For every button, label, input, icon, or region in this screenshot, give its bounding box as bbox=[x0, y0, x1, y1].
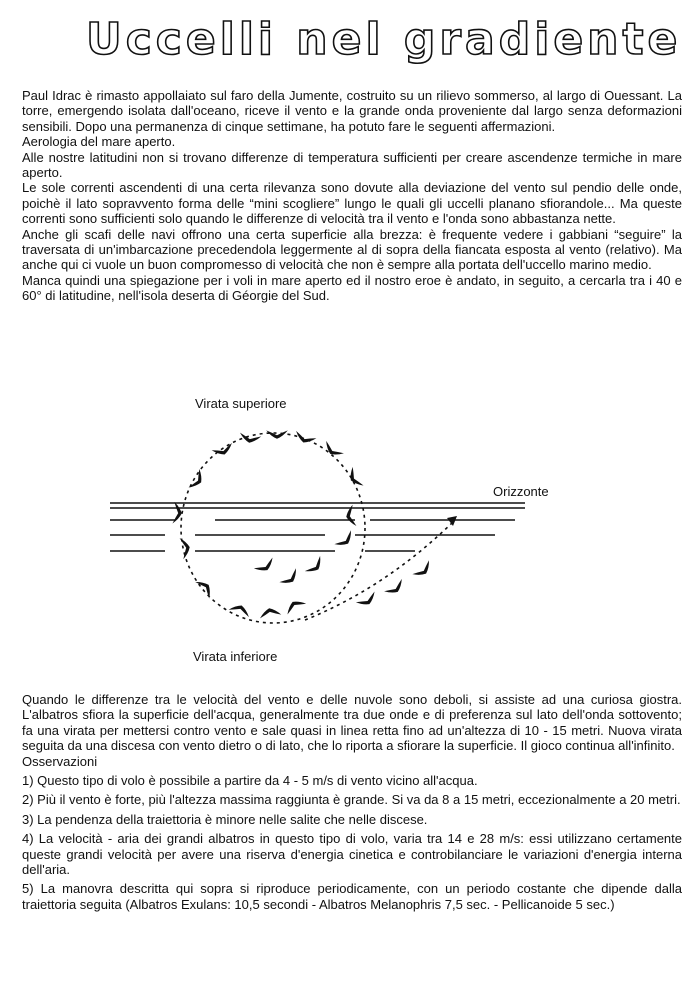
bird-icon bbox=[384, 579, 407, 598]
bird-icon bbox=[195, 577, 215, 599]
bird-icon bbox=[345, 467, 363, 490]
intro-paragraph: Manca quindi una spiegazione per i voli in mare aperto ed il nostro eroe è andato, in seguito, a cercarla tra i 40 e 60° di latitudine, nell'isola deserta di Géorgie del Sud. bbox=[22, 272, 682, 304]
bird-icon bbox=[279, 568, 301, 588]
observation-item: 2) Più il vento è forte, più l'altezza massima raggiunta è grande. Si va da 8 a 15 metri, eccezionalmente a 20 metri. bbox=[22, 792, 681, 808]
trajectory bbox=[181, 433, 453, 623]
observations-heading: Osservazioni bbox=[22, 753, 98, 769]
bird-icon bbox=[229, 602, 252, 617]
label-virata-inferiore: Virata inferiore bbox=[193, 649, 278, 664]
body-paragraph: Quando le differenze tra le velocità del vento e delle nuvole sono deboli, si assiste ad una curiosa giostra. L'albatros sfiora la superficie dell'acqua, generalmente tra due onde e di preferenza sul lato dell'onda sottovento; fa una virata per mettersi contro vento e sale quasi in linea retta fino ad un'altezza di 10 - 15 metri. Nuova virata seguita da una discesa con vento dietro o di lato, che lo riporta a sfiorare la superficie. Il gioco continua all'infinito. bbox=[22, 692, 682, 754]
intro-paragraph: Alle nostre latitudini non si trovano differenze di temperatura sufficienti per creare ascendenze termiche in mare aperto. bbox=[22, 149, 682, 181]
bird-icon bbox=[412, 560, 434, 580]
label-virata-superiore: Virata superiore bbox=[195, 396, 287, 411]
bird-icon bbox=[172, 502, 182, 524]
page-title: Uccelli nel gradiente bbox=[86, 14, 682, 65]
intro-text bbox=[22, 88, 682, 304]
observation-item: 3) La pendenza della traiettoria è minore nelle salite che nelle discese. bbox=[22, 811, 428, 827]
flight-diagram-svg bbox=[105, 388, 575, 678]
bird-icon bbox=[212, 443, 235, 458]
flight-diagram bbox=[105, 388, 575, 678]
birds bbox=[172, 430, 434, 618]
body-text bbox=[22, 692, 682, 912]
bird-icon bbox=[180, 537, 192, 560]
arrow-head-icon bbox=[447, 516, 457, 526]
observation-item: 5) La manovra descritta qui sopra si riproduce periodicamente, con un periodo costante che dipende dalla traiettoria seguita (Albatros Exulans: 10,5 secondi - Albatros Melanophris 7,5 sec. - Pellicanoide 5 sec.) bbox=[22, 881, 682, 912]
bird-icon bbox=[334, 530, 356, 550]
observation-item: 1) Questo tipo di volo è possibile a partire da 4 - 5 m/s di vento vicino all'acqua. bbox=[22, 773, 478, 789]
bird-icon bbox=[259, 606, 282, 618]
bird-icon bbox=[356, 591, 379, 609]
intro-paragraph: Anche gli scafi delle navi offrono una certa superficie alla brezza: è frequente vedere i gabbiani “seguire” la traversata di un'imbarcazione precedendola leggermente al di sopra della fiancata esposta al vento (relativo). Ma anche qui ci vuole un buon compromesso di velocità che non è sempre alla portata dell'uccello marino medio. bbox=[22, 226, 682, 273]
intro-paragraph: Paul Idrac è rimasto appollaiato sul faro della Jumente, costruito su un rilievo sommerso, al largo di Ouessant. La torre, emergendo isolata dall'oceano, riceve il vento e la grande onda proveniente dal largo senza deformazioni sensibili. Dopo una permanenza di cinque settimane, ha potuto fare le seguenti affermazioni. bbox=[22, 88, 682, 134]
trajectory-climb bbox=[305, 522, 453, 620]
bird-icon bbox=[254, 557, 277, 575]
bird-icon bbox=[321, 441, 344, 460]
bird-icon bbox=[293, 431, 316, 446]
sea-lines bbox=[110, 503, 525, 551]
label-orizzonte: Orizzonte bbox=[493, 484, 549, 499]
bird-icon bbox=[283, 596, 306, 614]
observation-item: 4) La velocità - aria dei grandi albatros in questo tipo di volo, varia tra 14 e 28 m/s: essi utilizzano certamente queste grandi velocità per avere una riserva d'energia cinetica e controbilanciare le variazioni d'energia interna dell'aria. bbox=[22, 831, 682, 878]
bird-icon bbox=[266, 430, 288, 438]
bird-icon bbox=[305, 556, 326, 577]
intro-paragraph: Le sole correnti ascendenti di una certa rilevanza sono dovute alla deviazione del vento sul pendio delle onde, poichè il lato sopravvento forma delle “mini scogliere” lungo le quali gli uccelli planano sfiorandole... Ma queste correnti sono sufficienti solo quando le differenze di velocità tra il vento e l'onda sono abbastanza nette. bbox=[22, 180, 682, 227]
intro-paragraph: Aerologia del mare aperto. bbox=[22, 134, 176, 150]
